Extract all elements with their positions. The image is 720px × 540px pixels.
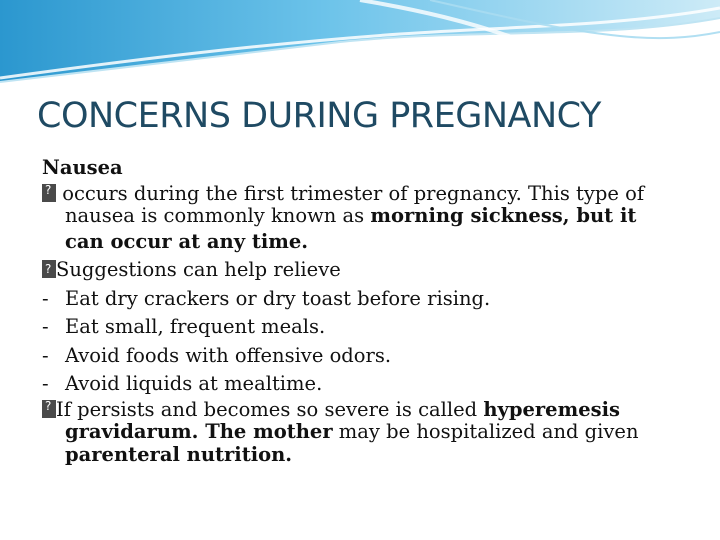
para1-line1: ? occurs during the first trimester of pregnancy. This type of [42,183,682,206]
para2-line1: ?If persists and becomes so severe is called hyperemesis [42,399,682,422]
para1-line2: nausea is commonly known as morning sickness, but it [65,204,637,227]
suggestion-item: - Eat small, frequent meals. [42,315,326,338]
unknown-glyph-icon [42,400,56,418]
suggestion-item: - Avoid liquids at mealtime. [42,372,323,395]
slide-body [42,154,682,466]
unknown-glyph-icon [42,260,56,278]
slide-title: CONCERNS DURING PREGNANCY [37,96,601,136]
para1-line3: can occur at any time. [65,229,309,253]
header-wave-banner [0,0,720,90]
suggestion-item: - Avoid foods with offensive odors. [42,343,392,367]
suggestion-item: - Eat dry crackers or dry toast before rising. [42,286,491,310]
para2-line3: parenteral nutrition. [65,442,293,466]
unknown-glyph-icon [42,184,56,202]
para2-line2: gravidarum. The mother may be hospitalized and given [65,420,639,443]
suggestions-intro: ?Suggestions can help relieve [42,256,682,285]
section-heading: Nausea [42,156,123,179]
